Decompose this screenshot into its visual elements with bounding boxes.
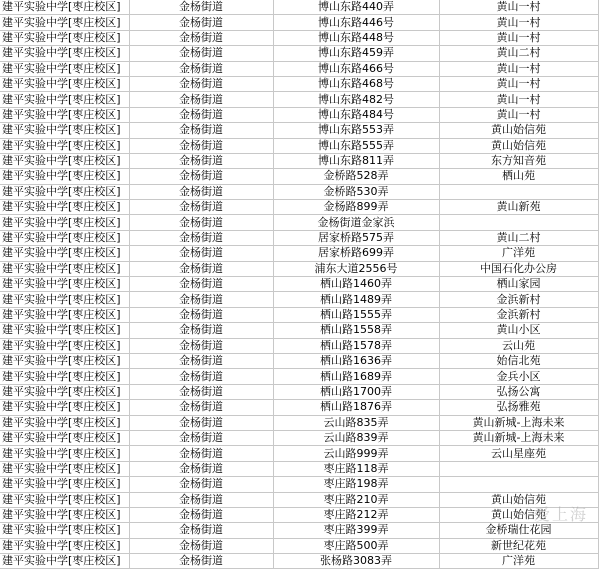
school-cell[interactable]: 建平实验中学[枣庄校区] xyxy=(0,153,129,168)
table-row xyxy=(0,461,598,476)
table-row xyxy=(0,554,598,569)
address-cell[interactable]: 博山东路484号 xyxy=(273,107,439,122)
community-cell[interactable] xyxy=(439,215,598,230)
community-cell[interactable]: 黄山始信苑 xyxy=(439,138,598,153)
street-office-cell[interactable]: 金杨街道 xyxy=(129,323,273,338)
street-office-cell[interactable]: 金杨街道 xyxy=(129,492,273,507)
address-cell[interactable]: 云山路835弄 xyxy=(273,415,439,430)
address-cell[interactable]: 栖山路1555弄 xyxy=(273,307,439,322)
street-office-cell[interactable]: 金杨街道 xyxy=(129,369,273,384)
table-row xyxy=(0,169,598,184)
street-office-cell[interactable]: 金杨街道 xyxy=(129,461,273,476)
street-office-cell[interactable]: 金杨街道 xyxy=(129,153,273,168)
community-cell[interactable]: 栖山苑 xyxy=(439,169,598,184)
street-office-cell[interactable]: 金杨街道 xyxy=(129,92,273,107)
address-cell[interactable]: 博山东路555弄 xyxy=(273,138,439,153)
table-row xyxy=(0,523,598,538)
school-cell[interactable]: 建平实验中学[枣庄校区] xyxy=(0,277,129,292)
address-cell[interactable]: 枣庄路118弄 xyxy=(273,461,439,476)
address-cell[interactable]: 居家桥路575弄 xyxy=(273,230,439,245)
street-office-cell[interactable]: 金杨街道 xyxy=(129,446,273,461)
street-office-cell[interactable]: 金杨街道 xyxy=(129,61,273,76)
school-cell[interactable]: 建平实验中学[枣庄校区] xyxy=(0,477,129,492)
address-cell[interactable]: 张杨路3083弄 xyxy=(273,554,439,569)
street-office-cell[interactable]: 金杨街道 xyxy=(129,292,273,307)
street-office-cell[interactable]: 金杨街道 xyxy=(129,200,273,215)
school-cell[interactable]: 建平实验中学[枣庄校区] xyxy=(0,169,129,184)
address-cell[interactable]: 云山路839弄 xyxy=(273,430,439,445)
school-cell[interactable]: 建平实验中学[枣庄校区] xyxy=(0,30,129,45)
school-cell[interactable]: 建平实验中学[枣庄校区] xyxy=(0,61,129,76)
community-cell[interactable]: 东方知音苑 xyxy=(439,153,598,168)
table-row xyxy=(0,400,598,415)
community-cell[interactable]: 黄山一村 xyxy=(439,107,598,122)
table-row xyxy=(0,338,598,353)
table-row xyxy=(0,0,598,15)
community-cell[interactable]: 金桥瑞仕花园 xyxy=(439,523,598,538)
school-cell[interactable]: 建平实验中学[枣庄校区] xyxy=(0,461,129,476)
community-cell[interactable] xyxy=(439,461,598,476)
address-cell[interactable]: 枣庄路198弄 xyxy=(273,477,439,492)
address-cell[interactable]: 博山东路811弄 xyxy=(273,153,439,168)
table-row xyxy=(0,246,598,261)
address-cell[interactable]: 博山东路440弄 xyxy=(273,0,439,15)
table-row xyxy=(0,446,598,461)
community-cell[interactable]: 金浜新村 xyxy=(439,292,598,307)
table-row xyxy=(0,76,598,91)
address-cell[interactable]: 栖山路1578弄 xyxy=(273,338,439,353)
street-office-cell[interactable]: 金杨街道 xyxy=(129,430,273,445)
school-cell[interactable]: 建平实验中学[枣庄校区] xyxy=(0,523,129,538)
address-cell[interactable]: 博山东路459弄 xyxy=(273,46,439,61)
community-cell[interactable]: 云山苑 xyxy=(439,338,598,353)
table-row xyxy=(0,261,598,276)
street-office-cell[interactable]: 金杨街道 xyxy=(129,46,273,61)
school-cell[interactable]: 建平实验中学[枣庄校区] xyxy=(0,200,129,215)
table-row xyxy=(0,307,598,322)
address-cell[interactable]: 枣庄路210弄 xyxy=(273,492,439,507)
table-row xyxy=(0,323,598,338)
community-cell[interactable]: 云山星座苑 xyxy=(439,446,598,461)
school-cell[interactable]: 建平实验中学[枣庄校区] xyxy=(0,353,129,368)
address-cell[interactable]: 居家桥路699弄 xyxy=(273,246,439,261)
address-cell[interactable]: 栖山路1876弄 xyxy=(273,400,439,415)
address-cell[interactable]: 金桥路528弄 xyxy=(273,169,439,184)
school-cell[interactable]: 建平实验中学[枣庄校区] xyxy=(0,76,129,91)
street-office-cell[interactable]: 金杨街道 xyxy=(129,307,273,322)
street-office-cell[interactable]: 金杨街道 xyxy=(129,338,273,353)
school-cell[interactable]: 建平实验中学[枣庄校区] xyxy=(0,369,129,384)
street-office-cell[interactable]: 金杨街道 xyxy=(129,123,273,138)
school-cell[interactable]: 建平实验中学[枣庄校区] xyxy=(0,246,129,261)
community-cell[interactable]: 黄山始信苑 xyxy=(439,492,598,507)
school-cell[interactable]: 建平实验中学[枣庄校区] xyxy=(0,323,129,338)
street-office-cell[interactable]: 金杨街道 xyxy=(129,507,273,522)
address-cell[interactable]: 博山东路448号 xyxy=(273,30,439,45)
street-office-cell[interactable]: 金杨街道 xyxy=(129,523,273,538)
street-office-cell[interactable]: 金杨街道 xyxy=(129,353,273,368)
school-cell[interactable]: 建平实验中学[枣庄校区] xyxy=(0,446,129,461)
street-office-cell[interactable]: 金杨街道 xyxy=(129,261,273,276)
address-cell[interactable]: 栖山路1489弄 xyxy=(273,292,439,307)
school-cell[interactable]: 建平实验中学[枣庄校区] xyxy=(0,307,129,322)
school-cell[interactable]: 建平实验中学[枣庄校区] xyxy=(0,15,129,30)
street-office-cell[interactable]: 金杨街道 xyxy=(129,107,273,122)
address-cell[interactable]: 金杨路899弄 xyxy=(273,200,439,215)
table-row xyxy=(0,353,598,368)
community-cell[interactable]: 黄山一村 xyxy=(439,15,598,30)
table-row xyxy=(0,153,598,168)
school-cell[interactable]: 建平实验中学[枣庄校区] xyxy=(0,507,129,522)
address-cell[interactable]: 博山东路446号 xyxy=(273,15,439,30)
community-cell[interactable]: 始信北苑 xyxy=(439,353,598,368)
community-cell[interactable]: 金浜新村 xyxy=(439,307,598,322)
street-office-cell[interactable]: 金杨街道 xyxy=(129,230,273,245)
community-cell[interactable]: 黄山一村 xyxy=(439,92,598,107)
community-cell[interactable]: 黄山新城-上海未来 xyxy=(439,415,598,430)
address-cell[interactable]: 栖山路1558弄 xyxy=(273,323,439,338)
street-office-cell[interactable]: 金杨街道 xyxy=(129,76,273,91)
school-cell[interactable]: 建平实验中学[枣庄校区] xyxy=(0,384,129,399)
address-cell[interactable]: 栖山路1460弄 xyxy=(273,277,439,292)
address-cell[interactable]: 枣庄路399弄 xyxy=(273,523,439,538)
address-cell[interactable]: 博山东路553弄 xyxy=(273,123,439,138)
street-office-cell[interactable]: 金杨街道 xyxy=(129,384,273,399)
community-cell[interactable]: 弘扬雅苑 xyxy=(439,400,598,415)
community-cell[interactable]: 黄山新苑 xyxy=(439,200,598,215)
school-cell[interactable]: 建平实验中学[枣庄校区] xyxy=(0,492,129,507)
community-cell[interactable]: 黄山始信苑 xyxy=(439,123,598,138)
community-cell[interactable]: 黄山小区 xyxy=(439,323,598,338)
address-cell[interactable]: 栖山路1636弄 xyxy=(273,353,439,368)
table-row xyxy=(0,107,598,122)
address-cell[interactable]: 博山东路468号 xyxy=(273,76,439,91)
street-office-cell[interactable]: 金杨街道 xyxy=(129,215,273,230)
street-office-cell[interactable]: 金杨街道 xyxy=(129,477,273,492)
table-row xyxy=(0,415,598,430)
address-cell[interactable]: 枣庄路500弄 xyxy=(273,538,439,553)
school-cell[interactable]: 建平实验中学[枣庄校区] xyxy=(0,215,129,230)
street-office-cell[interactable]: 金杨街道 xyxy=(129,0,273,15)
address-cell[interactable]: 金桥路530弄 xyxy=(273,184,439,199)
community-cell[interactable]: 黄山二村 xyxy=(439,230,598,245)
address-cell[interactable]: 浦东大道2556号 xyxy=(273,261,439,276)
street-office-cell[interactable]: 金杨街道 xyxy=(129,554,273,569)
table-row xyxy=(0,277,598,292)
street-office-cell[interactable]: 金杨街道 xyxy=(129,277,273,292)
table-row xyxy=(0,30,598,45)
table-row xyxy=(0,230,598,245)
table-row xyxy=(0,184,598,199)
address-cell[interactable]: 栖山路1700弄 xyxy=(273,384,439,399)
community-cell[interactable]: 黄山二村 xyxy=(439,46,598,61)
street-office-cell[interactable]: 金杨街道 xyxy=(129,138,273,153)
table-row xyxy=(0,123,598,138)
street-office-cell[interactable]: 金杨街道 xyxy=(129,538,273,553)
table-row xyxy=(0,92,598,107)
community-cell[interactable]: 黄山始信苑 xyxy=(439,507,598,522)
street-office-cell[interactable]: 金杨街道 xyxy=(129,169,273,184)
school-cell[interactable]: 建平实验中学[枣庄校区] xyxy=(0,430,129,445)
community-cell[interactable]: 黄山一村 xyxy=(439,0,598,15)
community-cell[interactable]: 黄山一村 xyxy=(439,61,598,76)
school-cell[interactable]: 建平实验中学[枣庄校区] xyxy=(0,292,129,307)
table-row xyxy=(0,538,598,553)
address-cell[interactable]: 金杨街道金家浜 xyxy=(273,215,439,230)
school-cell[interactable]: 建平实验中学[枣庄校区] xyxy=(0,92,129,107)
address-cell[interactable]: 栖山路1689弄 xyxy=(273,369,439,384)
school-cell[interactable]: 建平实验中学[枣庄校区] xyxy=(0,400,129,415)
school-cell[interactable]: 建平实验中学[枣庄校区] xyxy=(0,138,129,153)
community-cell[interactable]: 弘扬公寓 xyxy=(439,384,598,399)
table-row xyxy=(0,369,598,384)
school-cell[interactable]: 建平实验中学[枣庄校区] xyxy=(0,123,129,138)
table-row xyxy=(0,507,598,522)
address-cell[interactable]: 云山路999弄 xyxy=(273,446,439,461)
street-office-cell[interactable]: 金杨街道 xyxy=(129,400,273,415)
table-row xyxy=(0,138,598,153)
community-cell[interactable]: 金兵小区 xyxy=(439,369,598,384)
table-row xyxy=(0,292,598,307)
table-row xyxy=(0,384,598,399)
street-office-cell[interactable]: 金杨街道 xyxy=(129,30,273,45)
table-row xyxy=(0,46,598,61)
street-office-cell[interactable]: 金杨街道 xyxy=(129,415,273,430)
community-cell[interactable]: 中国石化办公房 xyxy=(439,261,598,276)
community-cell[interactable] xyxy=(439,184,598,199)
table-row xyxy=(0,61,598,76)
community-cell[interactable]: 广洋苑 xyxy=(439,554,598,569)
school-cell[interactable]: 建平实验中学[枣庄校区] xyxy=(0,0,129,15)
community-cell[interactable]: 广洋苑 xyxy=(439,246,598,261)
community-cell[interactable] xyxy=(439,477,598,492)
table-row xyxy=(0,492,598,507)
table-row xyxy=(0,477,598,492)
table-row xyxy=(0,215,598,230)
school-cell[interactable]: 建平实验中学[枣庄校区] xyxy=(0,554,129,569)
community-cell[interactable]: 黄山新城-上海未来 xyxy=(439,430,598,445)
address-cell[interactable]: 博山东路482号 xyxy=(273,92,439,107)
watermark: 爱上海 xyxy=(533,505,588,524)
street-office-cell[interactable]: 金杨街道 xyxy=(129,246,273,261)
table-row xyxy=(0,200,598,215)
school-cell[interactable]: 建平实验中学[枣庄校区] xyxy=(0,184,129,199)
community-cell[interactable]: 新世纪花苑 xyxy=(439,538,598,553)
community-cell[interactable]: 黄山一村 xyxy=(439,76,598,91)
school-cell[interactable]: 建平实验中学[枣庄校区] xyxy=(0,415,129,430)
address-cell[interactable]: 博山东路466号 xyxy=(273,61,439,76)
school-cell[interactable]: 建平实验中学[枣庄校区] xyxy=(0,230,129,245)
address-cell[interactable]: 枣庄路212弄 xyxy=(273,507,439,522)
school-cell[interactable]: 建平实验中学[枣庄校区] xyxy=(0,46,129,61)
community-cell[interactable]: 黄山一村 xyxy=(439,30,598,45)
table-row xyxy=(0,15,598,30)
street-office-cell[interactable]: 金杨街道 xyxy=(129,15,273,30)
school-cell[interactable]: 建平实验中学[枣庄校区] xyxy=(0,107,129,122)
school-cell[interactable]: 建平实验中学[枣庄校区] xyxy=(0,261,129,276)
table-row xyxy=(0,430,598,445)
community-cell[interactable]: 栖山家园 xyxy=(439,277,598,292)
school-cell[interactable]: 建平实验中学[枣庄校区] xyxy=(0,338,129,353)
street-office-cell[interactable]: 金杨街道 xyxy=(129,184,273,199)
school-cell[interactable]: 建平实验中学[枣庄校区] xyxy=(0,538,129,553)
